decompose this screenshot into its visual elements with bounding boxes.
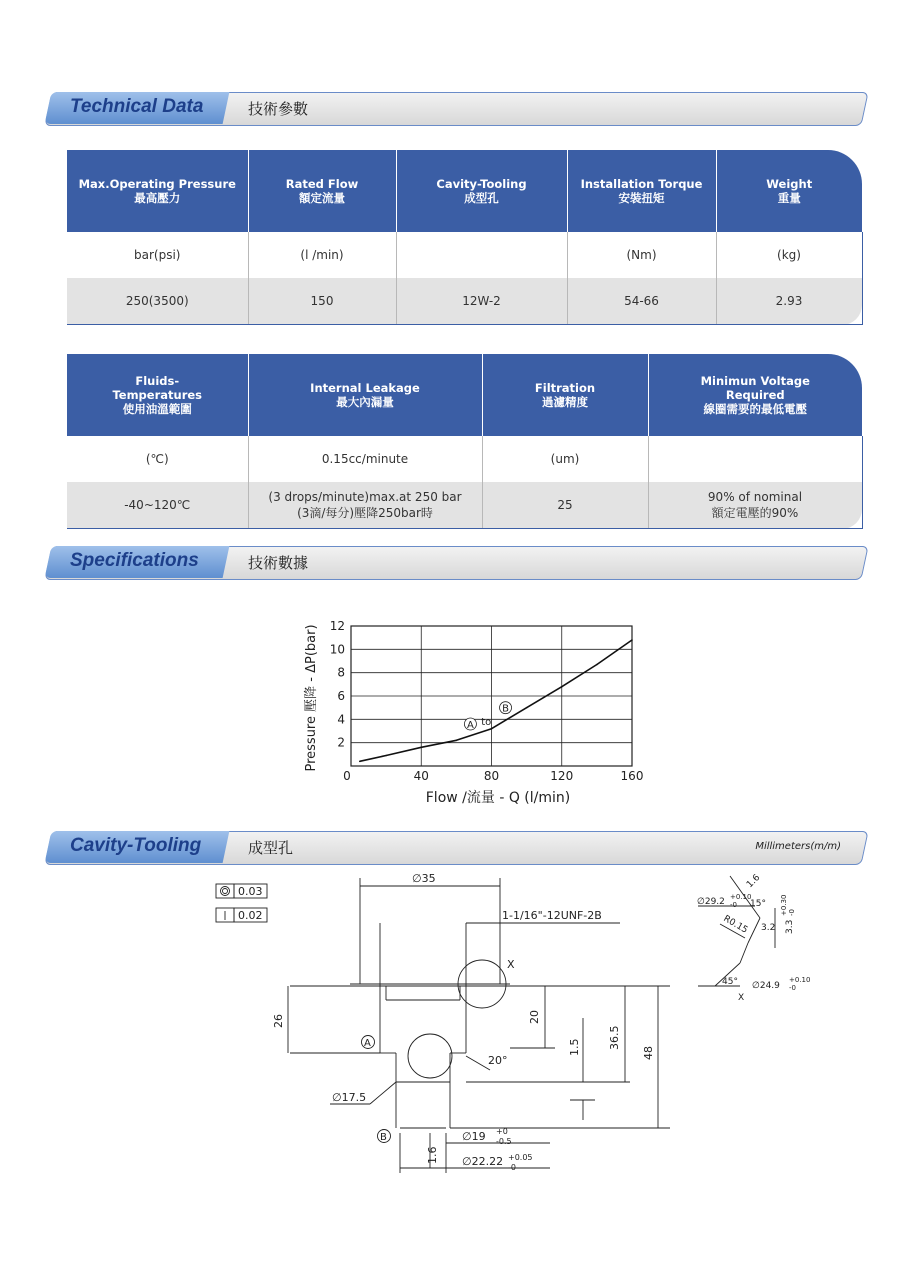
table-cell: (℃) [67, 436, 248, 482]
chart-ytick-label: 2 [337, 735, 345, 750]
chart-data-point [596, 664, 598, 666]
detail-angle-45: 45° [722, 977, 738, 987]
chart-xtick-label: 40 [413, 769, 429, 783]
table-cell: (3 drops/minute)max.at 250 bar (3滴/每分)壓降250bar時 [248, 482, 482, 529]
detail-tol: +0.10 [789, 976, 811, 984]
detail-diameter-29-2: ∅29.2 [697, 897, 725, 907]
fluid-data-table [67, 354, 863, 529]
chart-ytick-label: 10 [329, 642, 345, 657]
dim-thread: 1-1/16"-12UNF-2B [502, 909, 602, 922]
chart-series-line [360, 640, 632, 761]
table-row [67, 278, 862, 325]
table-cell: 2.93 [716, 278, 862, 325]
tolerance-box-perpendicularity [216, 908, 267, 922]
cavity-tooling-title: Cavity-Tooling [70, 835, 202, 856]
svg-text:B: B [380, 1132, 387, 1143]
chart-data-point [631, 639, 633, 641]
dim-diameter-19: ∅19 [462, 1130, 486, 1143]
dim-angle-20: 20° [488, 1054, 508, 1067]
table-header-row [67, 354, 862, 436]
detail-dim-1-6: 1.6 [745, 872, 763, 891]
table-cell: 12W-2 [396, 278, 567, 325]
table-cell: 25 [482, 482, 648, 529]
table-cell: bar(psi) [67, 232, 248, 278]
header-fluid-temp: Fluids- Temperatures 使用油溫範圍 [67, 354, 248, 436]
port-a-marker [362, 1036, 375, 1050]
dim-diameter-17-5: ∅17.5 [332, 1091, 367, 1104]
chart-data-point [561, 686, 563, 688]
table-cell: 0.15cc/minute [248, 436, 482, 482]
header-filtration: Filtration 過濾精度 [482, 354, 648, 436]
table-cell: (kg) [716, 232, 862, 278]
header-install-torque: Installation Torque 安裝扭矩 [567, 150, 716, 232]
detail-x-marker: X [738, 993, 745, 1003]
header-max-pressure: Max.Operating Pressure 最高壓力 [67, 150, 248, 232]
chart-data-point [526, 707, 528, 709]
port-b-marker [378, 1130, 391, 1144]
table-header-row [67, 150, 862, 232]
table-cell [396, 232, 567, 278]
chart-data-point [420, 747, 422, 749]
table-cell: (l /min) [248, 232, 396, 278]
detail-tol: -0 [789, 984, 796, 992]
table-cell: (Nm) [567, 232, 716, 278]
specifications-title-zh: 技術數據 [248, 554, 309, 572]
dim-tol: -0.5 [496, 1137, 512, 1146]
chart-xtick-label: 0 [343, 769, 351, 783]
dimension-lines [288, 878, 670, 1173]
dim-tol: +0.05 [508, 1153, 533, 1162]
dim-tol: -0 [508, 1163, 516, 1172]
detail-r0-15: R0.15 [721, 913, 750, 936]
technical-data-table [67, 150, 863, 325]
tolerance-box-circularity [216, 884, 267, 898]
dim-height-36-5: 36.5 [608, 1025, 621, 1050]
chart-xtick-label: 80 [483, 769, 500, 783]
technical-data-title-zh: 技術參數 [248, 100, 309, 118]
chart-annotation-b-label: B [502, 703, 509, 715]
cavity-tooling-title-zh: 成型孔 [248, 839, 294, 857]
table-cell: -40~120℃ [67, 482, 248, 529]
cavity-tooling-banner [48, 831, 863, 863]
chart-xtick-label: 160 [620, 769, 644, 783]
dim-diameter-35: ∅35 [412, 872, 436, 885]
chart-ylabel: Pressure 壓降 - ΔP(bar) [304, 624, 319, 772]
dim-diameter-22-22: ∅22.22 [462, 1155, 504, 1168]
chart-xlabel: Flow /流量 - Q (l/min) [425, 790, 571, 806]
detail-dim-3-3: 3.3 [785, 919, 795, 934]
dim-height-48: 48 [642, 1046, 655, 1060]
table-cell [648, 436, 862, 482]
chart-annotation-a-label: A [467, 720, 474, 731]
chart-data-point [456, 740, 458, 742]
table-cell: 90% of nominal 額定電壓的90% [648, 482, 862, 529]
dim-height-26: 26 [272, 1014, 285, 1028]
header-min-voltage: Minimun Voltage Required 線圈需要的最低電壓 [648, 354, 862, 436]
dim-height-1-5: 1.5 [568, 1038, 581, 1056]
header-cavity-tooling: Cavity-Tooling 成型孔 [396, 150, 567, 232]
table-row [67, 436, 862, 482]
detail-angle-15: 15° [750, 899, 766, 909]
table-cell: 54-66 [567, 278, 716, 325]
table-row [67, 232, 862, 278]
tolerance-value: 0.03 [238, 885, 263, 898]
pressure-flow-chart [295, 610, 655, 810]
detail-dim-3-2: 3.2 [761, 923, 776, 933]
detail-tol: -0 [730, 901, 737, 909]
detail-diameter-24-9: ∅24.9 [752, 981, 780, 991]
dim-x-marker: X [507, 958, 515, 971]
chart-ytick-label: 8 [337, 665, 345, 680]
detail-tol: +0.30 [780, 894, 788, 916]
table-cell: 250(3500) [67, 278, 248, 325]
technical-data-banner [48, 92, 863, 124]
table-cell: 150 [248, 278, 396, 325]
detail-tol: +0.10 [730, 893, 752, 901]
detail-view [697, 873, 810, 1003]
specifications-title: Specifications [70, 550, 199, 571]
specifications-banner [48, 546, 863, 578]
table-cell: (um) [482, 436, 648, 482]
chart-data-point [491, 728, 493, 730]
dim-height-20: 20 [528, 1010, 541, 1024]
cavity-drawing [200, 868, 820, 1188]
units-note: Millimeters(m/m) [755, 841, 841, 852]
header-weight: Weight 重量 [716, 150, 862, 232]
tolerance-value: 0.02 [238, 909, 263, 922]
chart-annotation-to: to [481, 717, 492, 728]
chart-ytick-label: 12 [329, 619, 345, 633]
technical-data-title: Technical Data [70, 96, 204, 117]
chart-data-point [385, 755, 387, 757]
table-row [67, 482, 862, 529]
dim-tol: +0 [496, 1127, 508, 1136]
dim-height-1-6: 1.6 [426, 1146, 439, 1164]
header-rated-flow: Rated Flow 額定流量 [248, 150, 396, 232]
detail-tol: -0 [788, 909, 796, 916]
chart-xtick-label: 120 [550, 769, 574, 783]
chart-data-point [359, 761, 361, 763]
header-internal-leakage: Internal Leakage 最大內漏量 [248, 354, 482, 436]
svg-text:A: A [364, 1038, 371, 1049]
cavity-outline [350, 923, 510, 1128]
chart-ytick-label: 6 [337, 689, 345, 703]
chart-ytick-label: 4 [337, 712, 345, 727]
